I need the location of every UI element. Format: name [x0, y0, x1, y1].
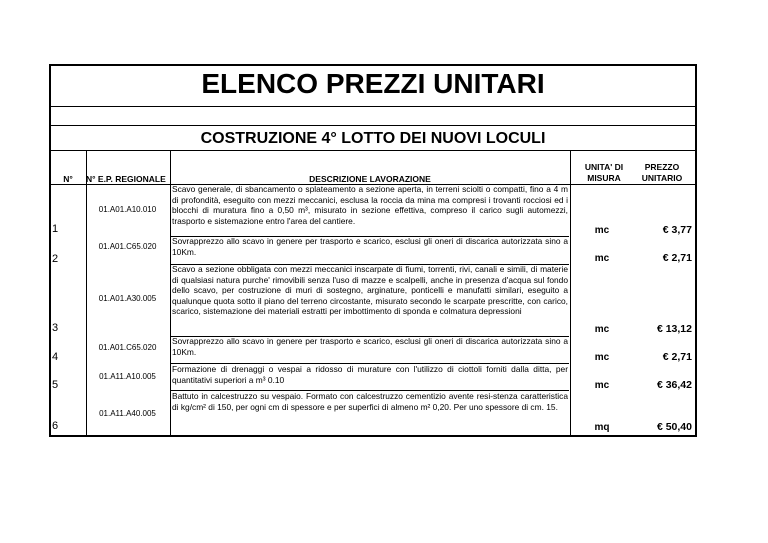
row-3-price: € 13,12: [656, 323, 692, 335]
row-5-code: 01.A11.A10.005: [99, 372, 156, 381]
row-2-code: 01.A01.C65.020: [98, 242, 157, 251]
row-2-unit: mc: [594, 253, 610, 264]
header-unit-line1: UNITA' DI: [584, 162, 624, 172]
page-title: ELENCO PREZZI UNITARI: [201, 68, 545, 99]
row-4-number: 4: [52, 351, 59, 363]
header-code: N° E.P. REGIONALE: [86, 174, 166, 184]
row-6-price: € 50,40: [656, 421, 692, 433]
col-divider: [170, 150, 171, 435]
divider: [51, 125, 695, 126]
row-1-description: Scavo generale, di sbancamento o splateamento a sezione aperta, in terreni sciolti o compatti, fino a 4 m di profondità, eseguito con mezzi meccanici, esclusa la roccia da mina ma compresi i trovanti rocciosi ed i blocchi di muratura fino a 0,50 m³, misurato in sezione effettiva, compreso il carico sugli automezzi, trasporto e sistemazione entro l'area del cantiere.: [172, 184, 568, 226]
row-3-code: 01.A01.A30.005: [98, 294, 157, 303]
page-subtitle: COSTRUZIONE 4° LOTTO DEI NUOVI LOCULI: [200, 130, 546, 147]
row-3-number: 3: [52, 322, 59, 334]
row-1-unit: mc: [594, 225, 610, 236]
row-6-code: 01.A11.A40.005: [99, 409, 156, 418]
header-price-line1: PREZZO: [644, 162, 680, 172]
row-6-number: 6: [52, 420, 59, 432]
divider: [51, 150, 695, 151]
header-price-line2: UNITARIO: [641, 173, 683, 183]
row-5-unit: mc: [594, 380, 610, 391]
header-num: N°: [63, 174, 73, 184]
col-divider: [86, 150, 87, 435]
row-4-unit: mc: [594, 352, 610, 363]
row-1-number: 1: [52, 223, 59, 235]
row-4-code: 01.A01.C65.020: [98, 343, 157, 352]
row-6-unit: mq: [594, 422, 610, 433]
divider: [51, 106, 695, 107]
col-divider: [570, 150, 571, 435]
row-5-description: Formazione di drenaggi o vespai a ridosso di murature con l'utilizzo di ciottoli forniti dalla ditta, per quantitativi superiori a m³ 0.10: [172, 364, 568, 385]
row-2-description: Sovrapprezzo allo scavo in genere per trasporto e scarico, esclusi gli oneri di discarica autorizzata sino a 10Km.: [172, 236, 568, 257]
row-4-price: € 2,71: [662, 351, 692, 363]
row-1-code: 01.A01.A10.010: [98, 205, 157, 214]
header-desc: DESCRIZIONE LAVORAZIONE: [309, 174, 431, 184]
row-3-unit: mc: [594, 324, 610, 335]
row-2-price: € 2,71: [662, 252, 692, 264]
header-unit-line2: MISURA: [587, 173, 621, 183]
row-4-description: Sovrapprezzo allo scavo in genere per trasporto e scarico, esclusi gli oneri di discarica autorizzata sino a 10Km.: [172, 336, 568, 357]
row-5-number: 5: [52, 379, 59, 391]
row-2-number: 2: [52, 253, 59, 265]
row-3-description: Scavo a sezione obbligata con mezzi meccanici inscarpate di fiumi, torrenti, rivi, canali e simili, di materie di qualsiasi natura purche' rimovibili senza l'uso di mazze e scalpelli, anche in presenza d'acqua sul fondo dello scavo, per costruzione di muri di sostegno, arginature, ponticelli e manufatti similari, eseguito a qualunque quota sotto il piano del terreno circostante, misurato secondo le scarpate prescritte, con carico, scarico, sistemazione dei materiali estratti per imbottimento di sponda e colmatura depressioni: [172, 264, 568, 317]
row-5-price: € 36,42: [656, 379, 692, 391]
row-1-price: € 3,77: [662, 224, 692, 236]
row-6-description: Battuto in calcestruzzo su vespaio. Formato con calcestruzzo cementizio avente resi-stenza caratteristica di kg/cm² di 150, per ogni cm di spessore e per superfici di almeno m² 0,20. Per uno spessore di cm. 15.: [172, 391, 568, 412]
